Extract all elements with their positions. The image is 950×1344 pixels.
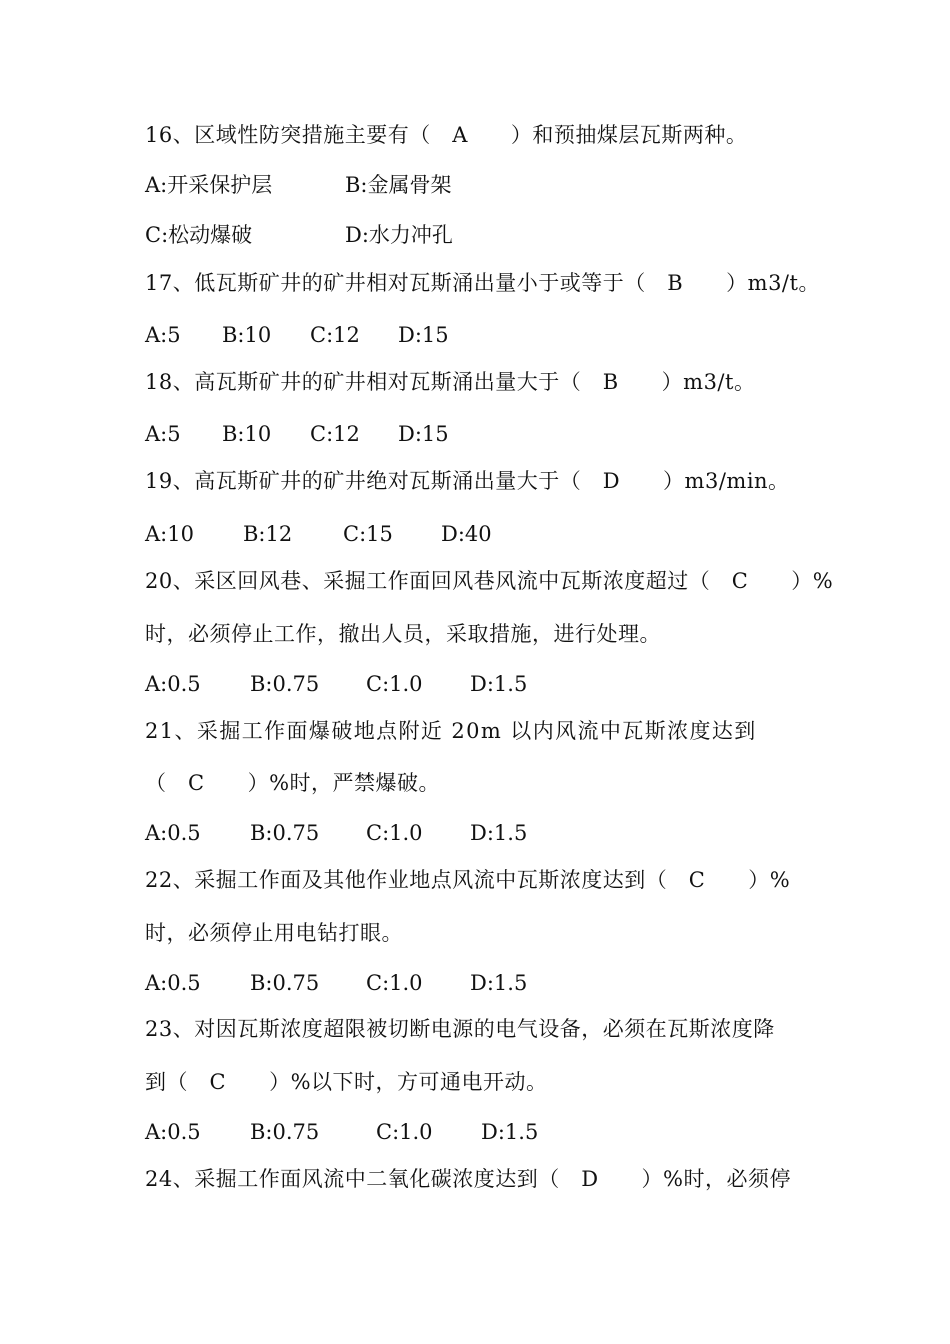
question-16-options-row-1 <box>145 170 452 200</box>
option-a: A:10 <box>145 522 194 546</box>
question-20-stem-line-2: 时，必须停止工作，撤出人员，采取措施，进行处理。 <box>145 622 661 646</box>
option-c: C:松动爆破 <box>145 223 253 247</box>
option-d: D:1.5 <box>470 971 528 995</box>
option-c: C:12 <box>310 323 360 347</box>
option-a: A:开采保护层 <box>145 173 273 197</box>
question-18-options <box>145 419 449 449</box>
question-17-options <box>145 320 449 350</box>
question-21-stem-line-1: 21、采掘工作面爆破地点附近 20m 以内风流中瓦斯浓度达到 <box>145 719 757 743</box>
option-a: A:0.5 <box>145 1120 201 1144</box>
option-a: A:0.5 <box>145 672 201 696</box>
question-16-options-row-2 <box>145 220 453 250</box>
option-b: B:0.75 <box>250 1120 320 1144</box>
option-c: C:15 <box>343 522 393 546</box>
question-19-stem: 19、高瓦斯矿井的矿井绝对瓦斯涌出量大于（ D ）m3/min。 <box>145 469 790 493</box>
question-21-options <box>145 818 527 848</box>
option-d: D:15 <box>398 422 449 446</box>
option-b: B:金属骨架 <box>345 173 452 197</box>
option-b: B:10 <box>222 422 272 446</box>
question-23-stem-line-2: 到（ C ）%以下时，方可通电开动。 <box>145 1070 548 1094</box>
option-d: D:15 <box>398 323 449 347</box>
option-d: D:1.5 <box>470 672 528 696</box>
question-23-stem-line-1: 23、对因瓦斯浓度超限被切断电源的电气设备，必须在瓦斯浓度降 <box>145 1017 775 1041</box>
option-b: B:0.75 <box>250 672 320 696</box>
question-20-options <box>145 669 527 699</box>
option-b: B:0.75 <box>250 971 320 995</box>
option-b: B:0.75 <box>250 821 320 845</box>
question-22-options <box>145 968 527 998</box>
question-21-stem-line-2: （ C ）%时，严禁爆破。 <box>145 771 441 795</box>
option-c: C:1.0 <box>366 672 423 696</box>
question-17-stem: 17、低瓦斯矿井的矿井相对瓦斯涌出量小于或等于（ B ）m3/t。 <box>145 271 820 295</box>
option-b: B:12 <box>243 522 293 546</box>
question-20-stem-line-1: 20、采区回风巷、采掘工作面回风巷风流中瓦斯浓度超过（ C ）% <box>145 569 834 593</box>
question-19-options <box>145 519 492 549</box>
question-24-stem: 24、采掘工作面风流中二氧化碳浓度达到（ D ）%时，必须停 <box>145 1167 792 1191</box>
option-d: D:40 <box>441 522 492 546</box>
question-23-options <box>145 1117 538 1147</box>
question-18-stem: 18、高瓦斯矿井的矿井相对瓦斯涌出量大于（ B ）m3/t。 <box>145 370 756 394</box>
option-c: C:1.0 <box>376 1120 433 1144</box>
option-a: A:5 <box>145 323 181 347</box>
question-22-stem-line-1: 22、采掘工作面及其他作业地点风流中瓦斯浓度达到（ C ）% <box>145 868 791 892</box>
question-22-stem-line-2: 时，必须停止用电钻打眼。 <box>145 921 403 945</box>
option-d: D:水力冲孔 <box>345 223 453 247</box>
option-a: A:5 <box>145 422 181 446</box>
option-a: A:0.5 <box>145 821 201 845</box>
option-c: C:1.0 <box>366 821 423 845</box>
option-c: C:12 <box>310 422 360 446</box>
option-d: D:1.5 <box>470 821 528 845</box>
option-a: A:0.5 <box>145 971 201 995</box>
option-d: D:1.5 <box>481 1120 539 1144</box>
option-b: B:10 <box>222 323 272 347</box>
question-16-stem: 16、区域性防突措施主要有（ A ）和预抽煤层瓦斯两种。 <box>145 123 748 147</box>
option-c: C:1.0 <box>366 971 423 995</box>
